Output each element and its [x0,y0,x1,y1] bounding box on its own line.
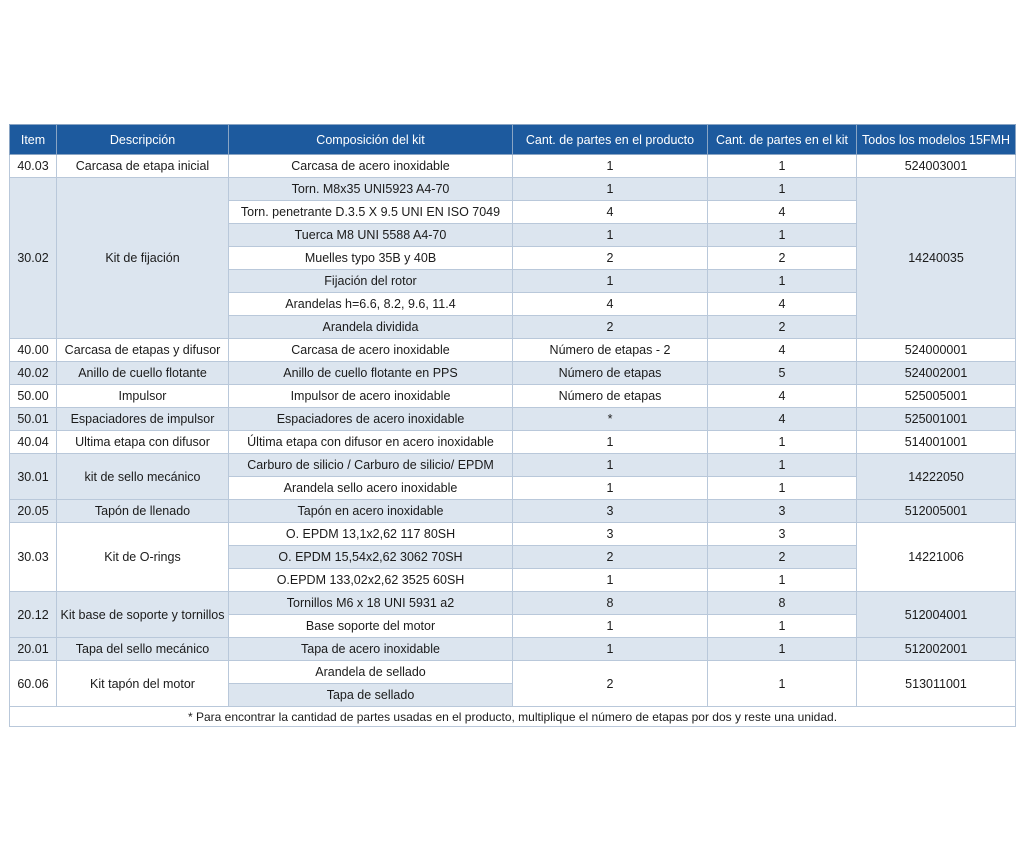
cell-composicion: Fijación del rotor [229,270,513,293]
cell-cant-producto: 1 [513,638,708,661]
cell-codigo: 524003001 [857,155,1016,178]
cell-cant-producto: 1 [513,155,708,178]
header-modelos: Todos los modelos 15FMH [857,125,1016,155]
cell-codigo: 525001001 [857,408,1016,431]
cell-composicion: Base soporte del motor [229,615,513,638]
cell-descripcion: Espaciadores de impulsor [57,408,229,431]
cell-cant-producto: 3 [513,500,708,523]
cell-descripcion: Carcasa de etapas y difusor [57,339,229,362]
cell-item: 40.04 [10,431,57,454]
cell-cant-kit: 2 [708,247,857,270]
cell-item: 30.03 [10,523,57,592]
cell-item: 40.00 [10,339,57,362]
cell-composicion: Anillo de cuello flotante en PPS [229,362,513,385]
cell-cant-kit: 1 [708,178,857,201]
cell-cant-kit: 1 [708,615,857,638]
header-cant-kit: Cant. de partes en el kit [708,125,857,155]
cell-composicion: Tapa de sellado [229,684,513,707]
table-row [10,454,1016,477]
cell-cant-producto: 1 [513,224,708,247]
cell-codigo: 514001001 [857,431,1016,454]
header-descripcion: Descripción [57,125,229,155]
cell-composicion: Tapón en acero inoxidable [229,500,513,523]
cell-composicion: Impulsor de acero inoxidable [229,385,513,408]
cell-cant-kit: 2 [708,316,857,339]
table-row [10,500,1016,523]
cell-composicion: Tornillos M6 x 18 UNI 5931 a2 [229,592,513,615]
cell-composicion: Arandela dividida [229,316,513,339]
cell-descripcion: kit de sello mecánico [57,454,229,500]
cell-codigo: 513011001 [857,661,1016,707]
cell-cant-producto: Número de etapas - 2 [513,339,708,362]
header-cant-producto: Cant. de partes en el producto [513,125,708,155]
table-row [10,408,1016,431]
table-row [10,592,1016,615]
cell-cant-kit: 1 [708,661,857,707]
cell-descripcion: Kit base de soporte y tornillos [57,592,229,638]
cell-cant-kit: 3 [708,523,857,546]
cell-item: 40.03 [10,155,57,178]
table-row [10,638,1016,661]
cell-composicion: Arandela de sellado [229,661,513,684]
table-row [10,523,1016,546]
footnote-row [10,707,1016,727]
cell-codigo: 512002001 [857,638,1016,661]
cell-descripcion: Kit de O-rings [57,523,229,592]
cell-composicion: Carcasa de acero inoxidable [229,339,513,362]
cell-cant-kit: 2 [708,546,857,569]
cell-cant-kit: 1 [708,155,857,178]
cell-codigo: 14222050 [857,454,1016,500]
cell-cant-producto: 2 [513,316,708,339]
cell-cant-producto: 8 [513,592,708,615]
cell-cant-producto: 3 [513,523,708,546]
cell-cant-kit: 1 [708,431,857,454]
cell-cant-producto: Número de etapas [513,362,708,385]
cell-cant-kit: 3 [708,500,857,523]
cell-item: 30.02 [10,178,57,339]
table-row [10,385,1016,408]
cell-cant-kit: 4 [708,385,857,408]
cell-cant-producto: 4 [513,293,708,316]
header-row [10,125,1016,155]
cell-descripcion: Tapa del sello mecánico [57,638,229,661]
cell-codigo: 525005001 [857,385,1016,408]
cell-composicion: Arandelas h=6.6, 8.2, 9.6, 11.4 [229,293,513,316]
cell-descripcion: Anillo de cuello flotante [57,362,229,385]
cell-cant-kit: 4 [708,201,857,224]
cell-cant-producto: 4 [513,201,708,224]
cell-codigo: 524000001 [857,339,1016,362]
cell-cant-producto: 1 [513,477,708,500]
cell-cant-kit: 1 [708,638,857,661]
cell-cant-kit: 1 [708,454,857,477]
cell-cant-kit: 1 [708,569,857,592]
cell-item: 30.01 [10,454,57,500]
footnote: * Para encontrar la cantidad de partes usadas en el producto, multiplique el número de etapas por dos y reste una unidad. [10,707,1016,727]
cell-composicion: O. EPDM 15,54x2,62 3062 70SH [229,546,513,569]
cell-composicion: Muelles typo 35B y 40B [229,247,513,270]
cell-cant-producto: 1 [513,454,708,477]
cell-item: 20.01 [10,638,57,661]
cell-codigo: 524002001 [857,362,1016,385]
cell-cant-producto: * [513,408,708,431]
cell-cant-kit: 4 [708,408,857,431]
cell-item: 50.00 [10,385,57,408]
table-row [10,178,1016,201]
cell-composicion: O. EPDM 13,1x2,62 117 80SH [229,523,513,546]
cell-descripcion: Ultima etapa con difusor [57,431,229,454]
table-row [10,155,1016,178]
cell-cant-producto: 1 [513,569,708,592]
cell-cant-producto: 2 [513,661,708,707]
cell-composicion: Carcasa de acero inoxidable [229,155,513,178]
cell-codigo: 14240035 [857,178,1016,339]
cell-cant-kit: 1 [708,270,857,293]
cell-item: 50.01 [10,408,57,431]
cell-composicion: Carburo de silicio / Carburo de silicio/ EPDM [229,454,513,477]
cell-cant-producto: 1 [513,431,708,454]
cell-composicion: Torn. penetrante D.3.5 X 9.5 UNI EN ISO 7049 [229,201,513,224]
cell-cant-producto: 2 [513,546,708,569]
cell-item: 20.05 [10,500,57,523]
cell-cant-producto: 1 [513,178,708,201]
cell-cant-producto: 2 [513,247,708,270]
cell-cant-kit: 5 [708,362,857,385]
cell-cant-kit: 4 [708,339,857,362]
cell-composicion: Arandela sello acero inoxidable [229,477,513,500]
table-row [10,339,1016,362]
table-row [10,362,1016,385]
cell-item: 40.02 [10,362,57,385]
cell-descripcion: Impulsor [57,385,229,408]
cell-descripcion: Carcasa de etapa inicial [57,155,229,178]
cell-composicion: Torn. M8x35 UNI5923 A4-70 [229,178,513,201]
cell-item: 60.06 [10,661,57,707]
cell-descripcion: Kit tapón del motor [57,661,229,707]
cell-cant-kit: 8 [708,592,857,615]
cell-codigo: 512004001 [857,592,1016,638]
cell-composicion: Espaciadores de acero inoxidable [229,408,513,431]
cell-cant-producto: Número de etapas [513,385,708,408]
cell-item: 20.12 [10,592,57,638]
cell-codigo: 512005001 [857,500,1016,523]
cell-cant-producto: 1 [513,615,708,638]
cell-cant-kit: 1 [708,224,857,247]
parts-kit-table [9,124,1016,727]
table-row [10,661,1016,684]
cell-descripcion: Tapón de llenado [57,500,229,523]
header-composicion: Composición del kit [229,125,513,155]
cell-cant-kit: 4 [708,293,857,316]
table-row [10,431,1016,454]
cell-codigo: 14221006 [857,523,1016,592]
header-item: Item [10,125,57,155]
cell-cant-kit: 1 [708,477,857,500]
cell-composicion: Última etapa con difusor en acero inoxidable [229,431,513,454]
cell-composicion: Tapa de acero inoxidable [229,638,513,661]
cell-composicion: Tuerca M8 UNI 5588 A4-70 [229,224,513,247]
cell-cant-producto: 1 [513,270,708,293]
cell-composicion: O.EPDM 133,02x2,62 3525 60SH [229,569,513,592]
cell-descripcion: Kit de fijación [57,178,229,339]
